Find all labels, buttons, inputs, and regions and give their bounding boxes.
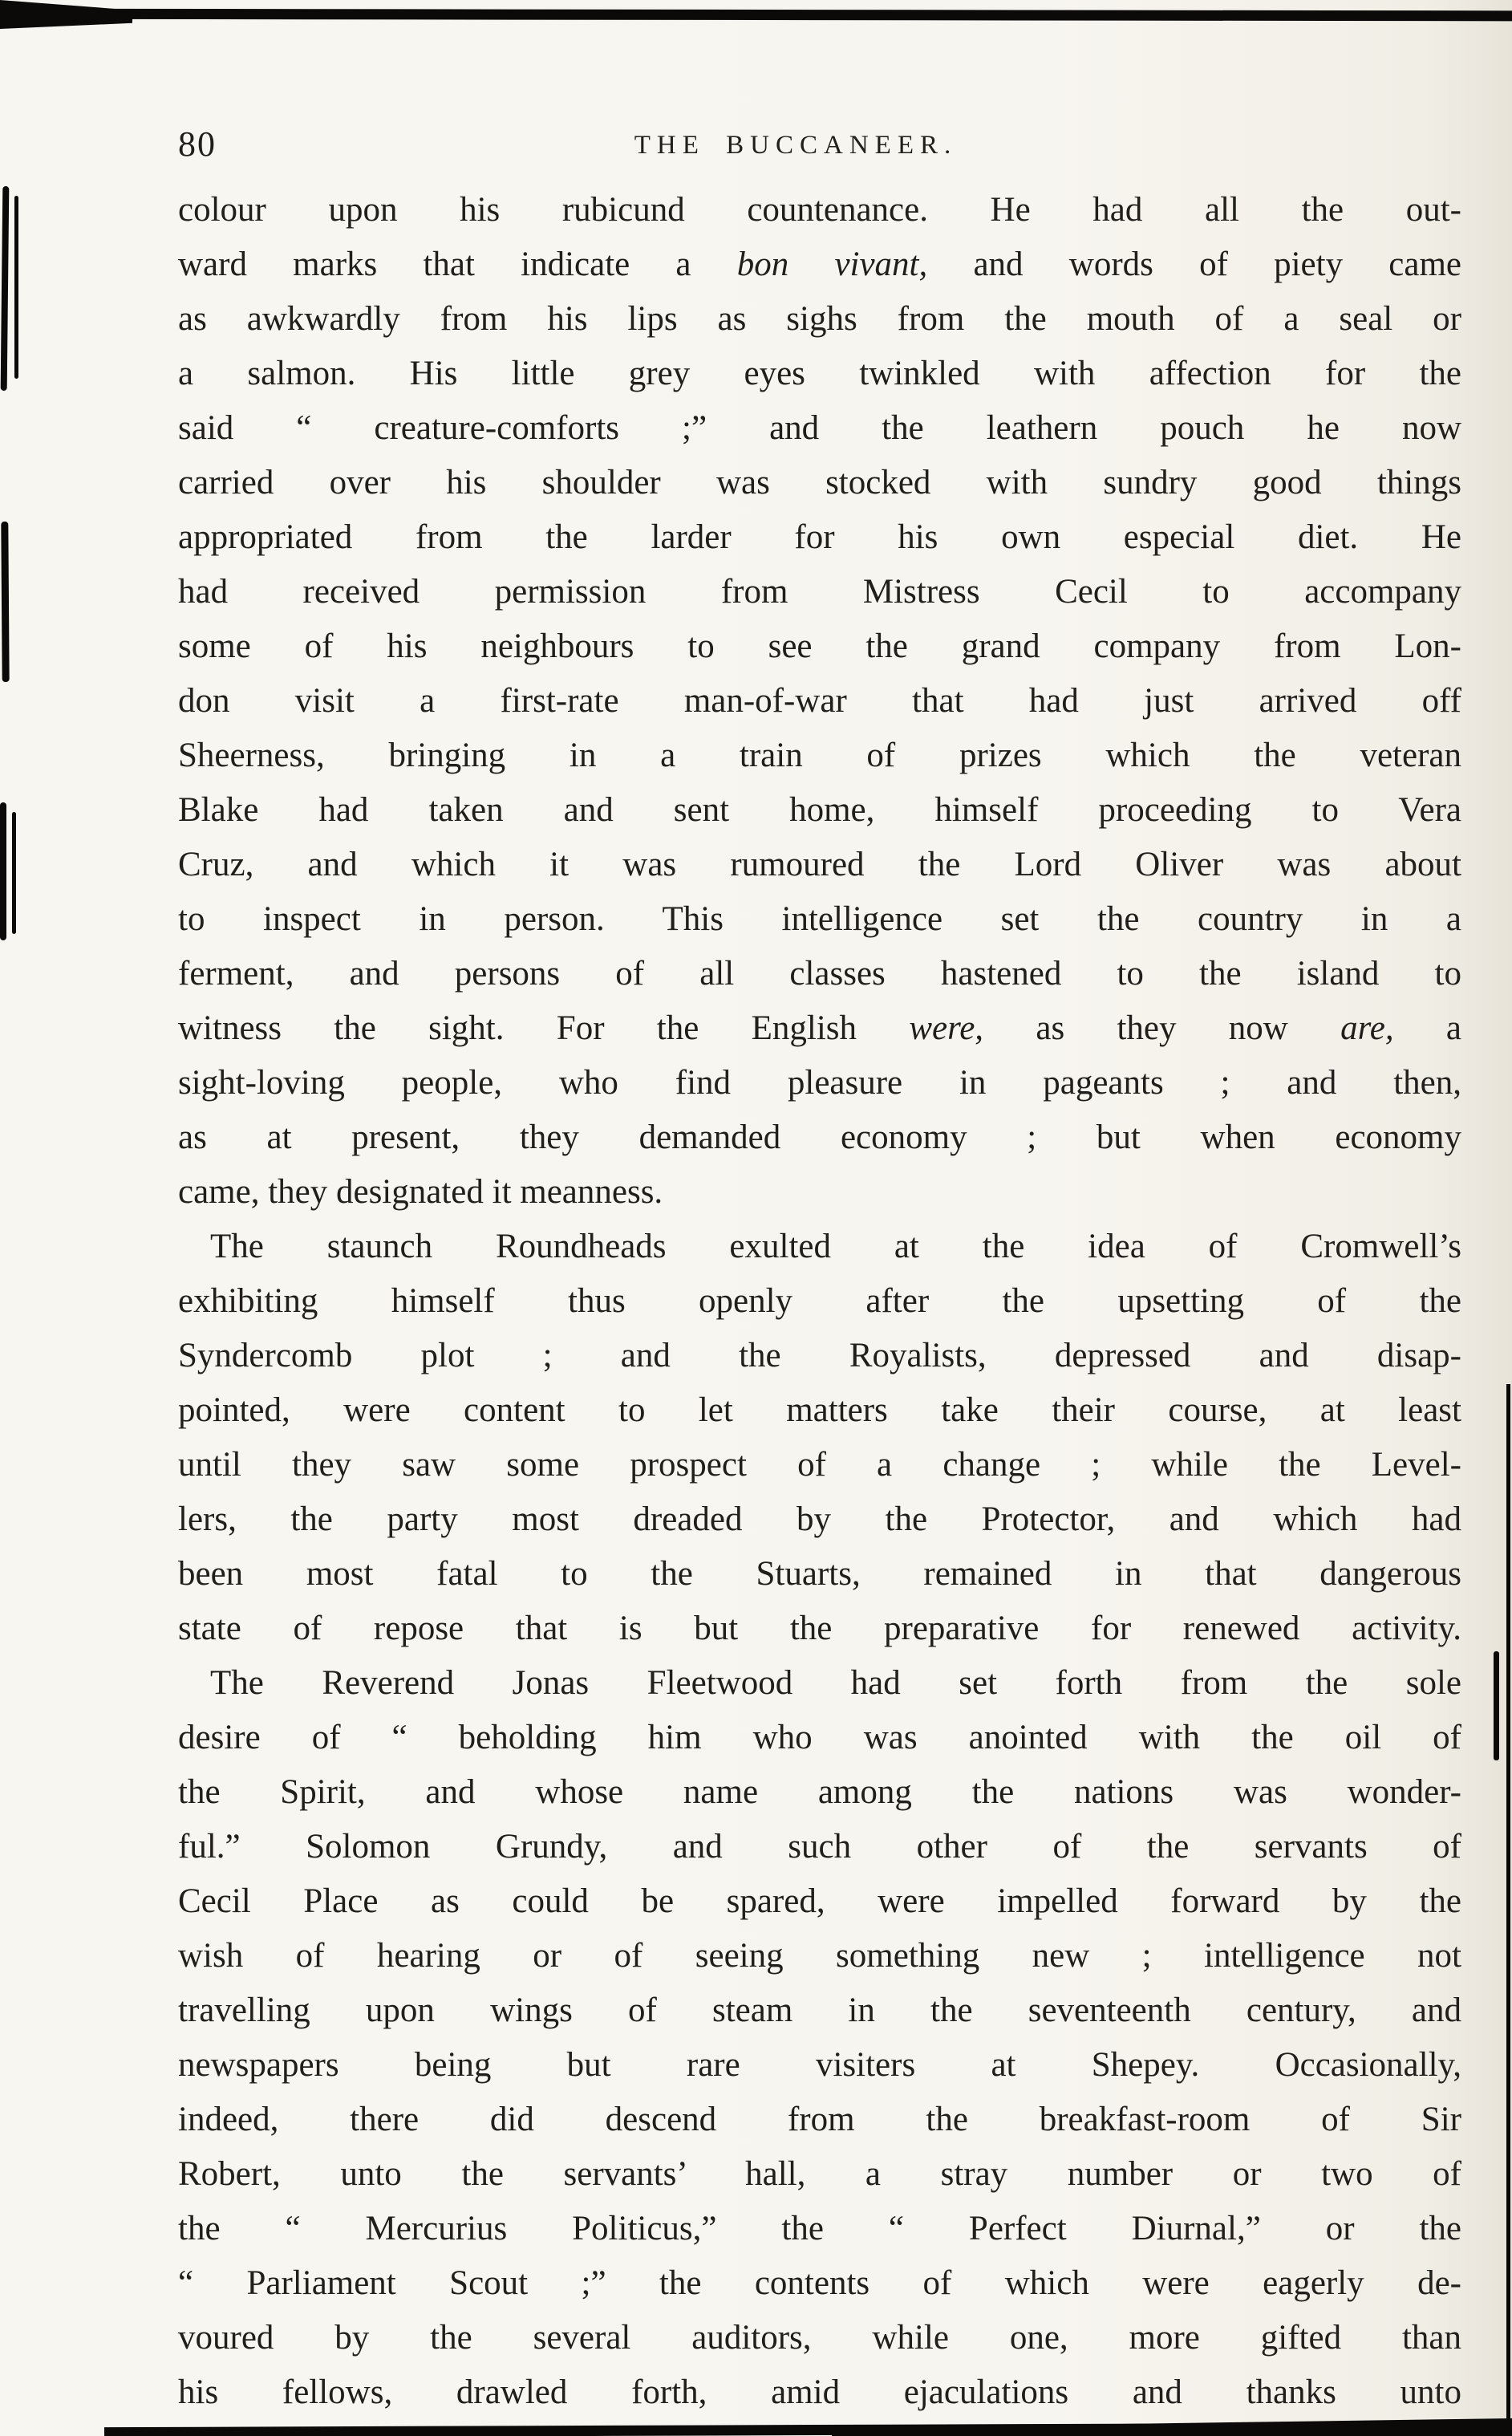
text-segment: Robert, unto the servants’ hall, a stray number or two of bbox=[178, 2155, 1461, 2193]
text-segment: colour upon his rubicund countenance. He had all the out- bbox=[178, 191, 1461, 229]
scan-artifact-top-bar bbox=[0, 9, 1512, 22]
scan-artifact-left-mark bbox=[14, 196, 18, 379]
text-line bbox=[178, 1929, 1461, 1983]
text-segment: ful.” Solomon Grundy, and such other of the servants of bbox=[178, 1828, 1461, 1866]
text-segment: been most fatal to the Stuarts, remained in that dangerous bbox=[178, 1555, 1461, 1593]
text-segment: and words of piety came bbox=[927, 246, 1461, 283]
text-line bbox=[178, 2147, 1461, 2202]
text-line bbox=[178, 2202, 1461, 2256]
text-segment: Cecil Place as could be spared, were impelled forward by the bbox=[178, 1882, 1461, 1920]
text-segment: The staunch Roundheads exulted at the idea of Cromwell’s bbox=[210, 1228, 1461, 1265]
text-segment: a bbox=[1393, 1009, 1462, 1047]
text-line bbox=[178, 1274, 1461, 1329]
text-segment: Sheerness, bringing in a train of prizes which the veteran bbox=[178, 737, 1461, 774]
text-segment: Cruz, and which it was rumoured the Lord Oliver was about bbox=[178, 846, 1461, 883]
text-line bbox=[178, 838, 1461, 892]
text-segment: desire of “ beholding him who was anointed with the oil of bbox=[178, 1719, 1461, 1756]
text-segment: were, bbox=[909, 1009, 984, 1047]
text-line bbox=[178, 510, 1461, 565]
text-segment: Blake had taken and sent home, himself proceeding to Vera bbox=[178, 791, 1461, 829]
text-line bbox=[178, 1220, 1461, 1274]
scan-artifact-left-mark bbox=[1, 522, 9, 682]
text-segment: sight-loving people, who find pleasure in pageants ; and then, bbox=[178, 1064, 1461, 1102]
page-number: 80 bbox=[178, 124, 217, 164]
text-segment: as at present, they demanded economy ; but when economy bbox=[178, 1119, 1461, 1156]
text-segment: bon vivant, bbox=[736, 246, 928, 283]
text-line bbox=[178, 1438, 1461, 1492]
scan-artifact-right-edge-line bbox=[1506, 1384, 1510, 2436]
text-line bbox=[178, 401, 1461, 456]
text-segment: had received permission from Mistress Cecil to accompany bbox=[178, 573, 1461, 611]
text-line bbox=[178, 456, 1461, 510]
text-line bbox=[178, 1001, 1461, 1056]
text-line bbox=[178, 1983, 1461, 2038]
text-line bbox=[178, 1110, 1461, 1165]
text-segment: don visit a first-rate man-of-war that had just arrived off bbox=[178, 682, 1461, 720]
text-line bbox=[178, 1383, 1461, 1438]
text-segment: wish of hearing or of seeing something new ; intelligence not bbox=[178, 1937, 1461, 1975]
text-line bbox=[178, 1602, 1461, 1656]
text-line bbox=[178, 292, 1461, 347]
text-segment: came, they designated it meanness. bbox=[178, 1173, 663, 1211]
text-segment: exhibiting himself thus openly after the upsetting of the bbox=[178, 1282, 1461, 1320]
text-segment: The Reverend Jonas Fleetwood had set forth from the sole bbox=[210, 1664, 1461, 1702]
text-segment: are, bbox=[1340, 1009, 1394, 1047]
text-segment: said “ creature-comforts ;” and the leathern pouch he now bbox=[178, 409, 1461, 447]
text-segment: until they saw some prospect of a change ; while the Level- bbox=[178, 1446, 1461, 1484]
page-header bbox=[178, 112, 1461, 162]
text-line bbox=[178, 1547, 1461, 1602]
running-title: THE BUCCANEER. bbox=[634, 131, 958, 160]
text-line bbox=[178, 2365, 1461, 2420]
text-segment: to inspect in person. This intelligence set the country in a bbox=[178, 900, 1461, 938]
scan-artifact-left-mark bbox=[1, 186, 10, 391]
text-line bbox=[178, 783, 1461, 838]
text-segment: the Spirit, and whose name among the nations was wonder- bbox=[178, 1773, 1461, 1811]
text-line bbox=[178, 1165, 1461, 1220]
text-line bbox=[178, 1329, 1461, 1383]
scan-artifact-left-mark bbox=[0, 802, 6, 940]
text-segment: ward marks that indicate a bbox=[178, 246, 737, 283]
body-text bbox=[178, 183, 1461, 2420]
text-segment: his fellows, drawled forth, amid ejaculations and thanks unto bbox=[178, 2373, 1461, 2411]
text-line bbox=[178, 2038, 1461, 2093]
text-line bbox=[178, 1874, 1461, 1929]
text-segment: newspapers being but rare visiters at Shepey. Occasionally, bbox=[178, 2046, 1461, 2084]
text-line bbox=[178, 347, 1461, 401]
text-segment: voured by the several auditors, while one, more gifted than bbox=[178, 2319, 1461, 2357]
scan-artifact-right-mark bbox=[1494, 1651, 1499, 1760]
text-segment: a salmon. His little grey eyes twinkled with affection for the bbox=[178, 355, 1461, 392]
text-segment: “ Parliament Scout ;” the contents of which were eagerly de- bbox=[178, 2264, 1461, 2302]
text-segment: carried over his shoulder was stocked with sundry good things bbox=[178, 464, 1461, 501]
text-line bbox=[178, 238, 1461, 292]
text-line bbox=[178, 183, 1461, 238]
text-line bbox=[178, 674, 1461, 729]
text-segment: witness the sight. For the English bbox=[178, 1009, 910, 1047]
text-line bbox=[178, 2093, 1461, 2147]
text-segment: Syndercomb plot ; and the Royalists, depressed and disap- bbox=[178, 1337, 1461, 1374]
text-line bbox=[178, 2256, 1461, 2311]
text-line bbox=[178, 1711, 1461, 1765]
text-segment: indeed, there did descend from the breakfast-room of Sir bbox=[178, 2101, 1461, 2138]
text-line bbox=[178, 1056, 1461, 1110]
text-line bbox=[178, 729, 1461, 783]
text-segment: the “ Mercurius Politicus,” the “ Perfect Diurnal,” or the bbox=[178, 2210, 1461, 2247]
text-segment: travelling upon wings of steam in the seventeenth century, and bbox=[178, 1991, 1461, 2029]
scan-artifact-left-mark bbox=[12, 812, 16, 934]
text-segment: some of his neighbours to see the grand company from Lon- bbox=[178, 627, 1461, 665]
text-line bbox=[178, 892, 1461, 947]
scan-artifact-top-wedge bbox=[0, 0, 132, 29]
text-line bbox=[178, 1656, 1461, 1711]
text-segment: appropriated from the larder for his own especial diet. He bbox=[178, 518, 1461, 556]
text-segment: lers, the party most dreaded by the Protector, and which had bbox=[178, 1500, 1461, 1538]
text-line bbox=[178, 1765, 1461, 1820]
text-segment: ferment, and persons of all classes hastened to the island to bbox=[178, 955, 1461, 993]
text-segment: as awkwardly from his lips as sighs from the mouth of a seal or bbox=[178, 300, 1461, 338]
text-line bbox=[178, 1492, 1461, 1547]
text-line bbox=[178, 2311, 1461, 2365]
text-line bbox=[178, 619, 1461, 674]
text-line bbox=[178, 947, 1461, 1001]
text-line bbox=[178, 1820, 1461, 1874]
scan-artifact-bottom-bar-right bbox=[832, 2418, 1512, 2436]
text-line bbox=[178, 565, 1461, 619]
text-segment: state of repose that is but the preparative for renewed activity. bbox=[178, 1610, 1461, 1647]
text-segment: pointed, were content to let matters take their course, at least bbox=[178, 1391, 1461, 1429]
text-segment: as they now bbox=[983, 1009, 1341, 1047]
